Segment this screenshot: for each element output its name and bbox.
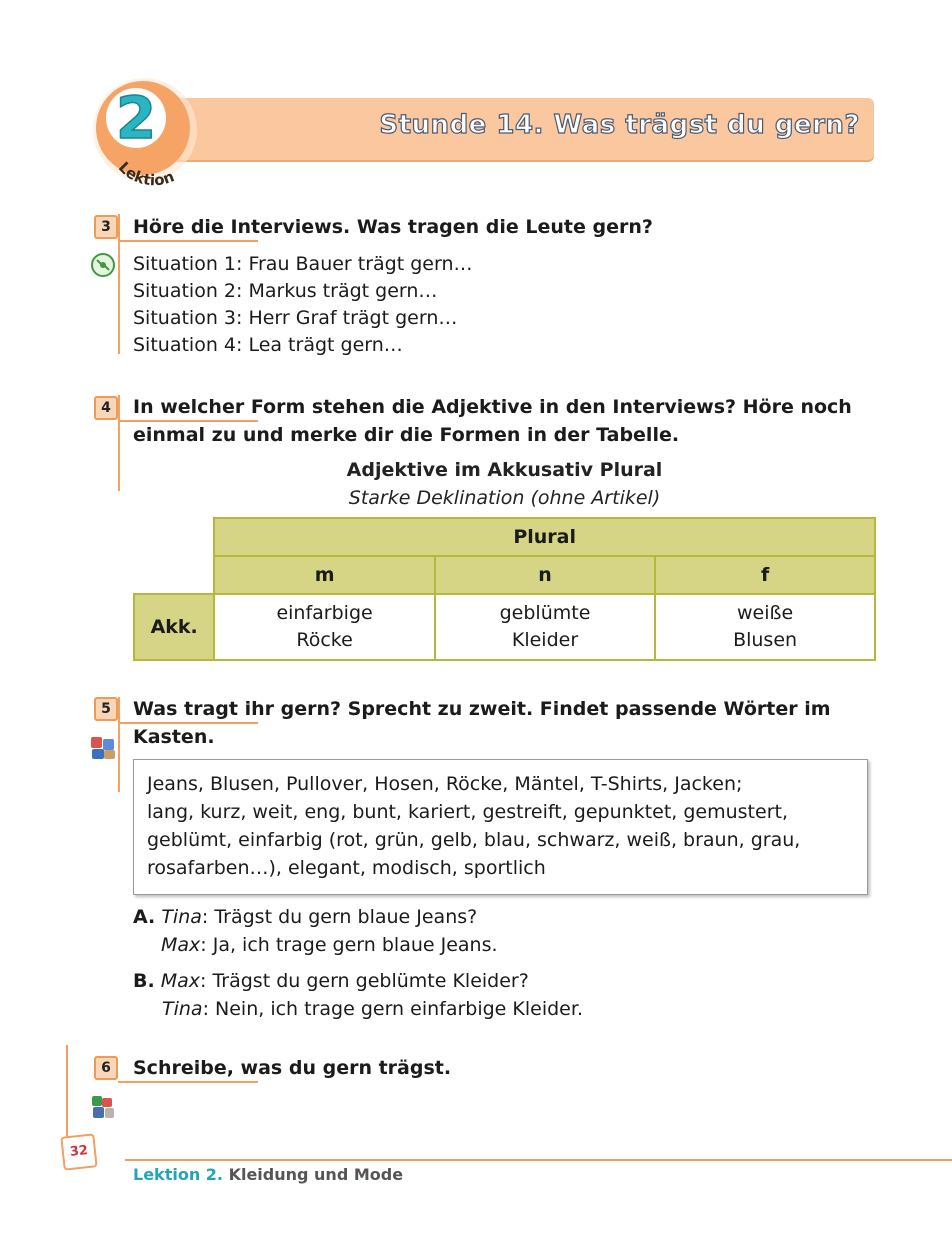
dialogue-line: : Trägst du gern geblümte Kleider? xyxy=(200,970,529,992)
task5-number: 5 xyxy=(94,697,118,721)
speaker-name: Max xyxy=(160,970,201,992)
word-box-line: geblümt, einfarbig (rot, grün, gelb, blau, schwarz, weiß, braun, grau, xyxy=(147,829,801,851)
task5-margin-line xyxy=(118,697,120,792)
cell-noun: Röcke xyxy=(296,629,353,651)
word-box-line: lang, kurz, weit, eng, bunt, kariert, gestreift, gepunktet, gemustert, xyxy=(147,801,788,823)
word-box-line: rosafarben…), elegant, modisch, sportlich xyxy=(147,857,546,879)
task6-margin-line xyxy=(66,1045,68,1137)
adjective-table xyxy=(133,517,876,661)
situation-line: Situation 3: Herr Graf trägt gern… xyxy=(133,307,458,329)
table-row xyxy=(134,594,875,660)
cell-adjective: geblümte xyxy=(499,602,591,624)
word-box xyxy=(133,759,868,895)
table-cell-m xyxy=(214,594,434,660)
title-bar xyxy=(170,98,874,160)
table-title: Adjektive im Akkusativ Plural xyxy=(346,459,663,481)
footer-lesson-topic: Kleidung und Mode xyxy=(228,1165,404,1184)
task5-title-line1: Was tragt ihr gern? Sprecht zu zweit. Findet passende Wörter im xyxy=(133,698,831,720)
lesson-badge xyxy=(90,68,200,186)
task3-title: Höre die Interviews. Was tragen die Leute gern? xyxy=(133,216,653,238)
page-number: 32 xyxy=(60,1133,97,1170)
table-row xyxy=(134,556,875,594)
plural-header: Plural xyxy=(214,518,875,556)
dialogue-line: : Nein, ich trage gern einfarbige Kleider. xyxy=(202,998,583,1020)
column-header-m: m xyxy=(214,556,434,594)
task6-number: 6 xyxy=(94,1056,118,1080)
dialogue-b-label: B. xyxy=(133,970,155,992)
pair-work-icon xyxy=(89,733,117,761)
cell-noun: Kleider xyxy=(511,629,579,651)
task3-situations xyxy=(133,251,473,359)
table-cell-n xyxy=(435,594,655,660)
table-subtitle: Starke Deklination (ohne Artikel) xyxy=(348,487,661,509)
writing-icon xyxy=(89,1093,117,1121)
word-box-line: Jeans, Blusen, Pullover, Hosen, Röcke, Mäntel, T-Shirts, Jacken; xyxy=(147,773,743,795)
task5-title xyxy=(133,695,893,751)
table-cell-f xyxy=(655,594,875,660)
table-row xyxy=(134,518,875,556)
cell-adjective: einfarbige xyxy=(276,602,373,624)
table-empty-cell xyxy=(134,518,214,556)
footer-lesson-label: Lektion 2. xyxy=(133,1165,223,1184)
column-header-n: n xyxy=(435,556,655,594)
cell-adjective: weiße xyxy=(737,602,794,624)
dialogue-b xyxy=(133,967,583,1023)
footer xyxy=(133,1165,403,1184)
situation-line: Situation 1: Frau Bauer trägt gern… xyxy=(133,253,473,275)
task4-margin-line xyxy=(118,395,120,491)
column-header-f: f xyxy=(655,556,875,594)
cd-audio-icon[interactable] xyxy=(90,252,116,278)
task4-number: 4 xyxy=(94,396,118,420)
dialogue-a xyxy=(133,903,498,959)
task5-title-line2: Kasten. xyxy=(133,726,215,748)
dialogue-line: : Ja, ich trage gern blaue Jeans. xyxy=(200,934,498,956)
task4-title-line2: einmal zu und merke dir die Formen in der Tabelle. xyxy=(133,424,680,446)
task4-title xyxy=(133,393,893,449)
cell-noun: Blusen xyxy=(733,629,798,651)
task6-title: Schreibe, was du gern trägst. xyxy=(133,1057,452,1079)
row-header-akk: Akk. xyxy=(134,594,214,660)
task3-number: 3 xyxy=(94,215,118,239)
situation-line: Situation 4: Lea trägt gern… xyxy=(133,334,403,356)
page-title: Stunde 14. Was trägst du gern? xyxy=(379,110,860,140)
speaker-name: Tina xyxy=(162,998,203,1020)
dialogue-line: : Trägst du gern blaue Jeans? xyxy=(201,906,478,928)
speaker-name: Max xyxy=(161,934,201,956)
footer-line xyxy=(125,1159,952,1161)
dialogue-a-label: A. xyxy=(133,906,156,928)
task3-margin-line xyxy=(118,214,120,354)
lesson-word: Lektion xyxy=(114,158,177,186)
task4-title-line1: In welcher Form stehen die Adjektive in den Interviews? Höre noch xyxy=(133,396,852,418)
situation-line: Situation 2: Markus trägt gern… xyxy=(133,280,438,302)
table-empty-cell xyxy=(134,556,214,594)
speaker-name: Tina xyxy=(161,906,202,928)
lesson-number: 2 xyxy=(115,84,157,152)
